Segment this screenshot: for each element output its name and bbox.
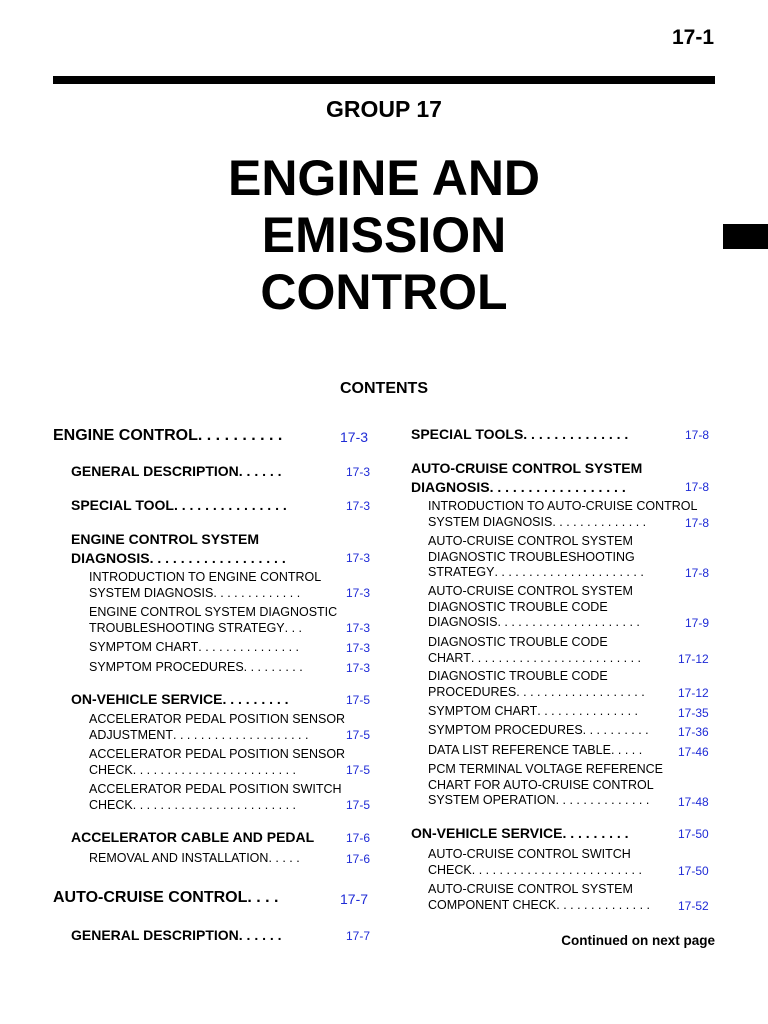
toc-entry-dtc-chart[interactable]: DIAGNOSTIC TROUBLE CODE CHART. . . . . . . . . . . . . . . . . . . . . . . . . xyxy=(428,635,642,665)
toc-page-link[interactable]: 17-3 xyxy=(346,465,371,479)
toc-page-link[interactable]: 17-5 xyxy=(346,763,371,777)
toc-page-link[interactable]: 17-46 xyxy=(678,745,709,759)
toc-page-link[interactable]: 17-3 xyxy=(346,586,371,600)
title-line: ENGINE AND xyxy=(227,150,541,206)
toc-entry-intro-engine-control[interactable]: INTRODUCTION TO ENGINE CONTROL SYSTEM DIAGNOSIS. . . . . . . . . . . . . xyxy=(89,570,322,600)
toc-page-link[interactable]: 17-12 xyxy=(678,686,709,700)
group-label: GROUP 17 xyxy=(326,96,442,122)
toc-entry-engine-control-system-diagnosis[interactable]: ENGINE CONTROL SYSTEM DIAGNOSIS. . . . . . . . . . . . . . . . . . xyxy=(71,531,286,566)
toc-page-link[interactable]: 17-50 xyxy=(678,827,709,841)
toc-entry-general-description[interactable]: GENERAL DESCRIPTION. . . . . . xyxy=(71,463,282,479)
toc-page-link[interactable]: 17-7 xyxy=(346,929,371,943)
toc-page-link[interactable]: 17-8 xyxy=(685,480,710,494)
toc-entry-auto-cruise-control[interactable]: AUTO-CRUISE CONTROL. . . . xyxy=(53,889,279,906)
toc-entry-acc-on-vehicle-service[interactable]: ON-VEHICLE SERVICE. . . . . . . . . xyxy=(411,825,629,841)
toc-entry-acc-dtc-diagnosis[interactable]: AUTO-CRUISE CONTROL SYSTEM DIAGNOSTIC TROUBLE CODE DIAGNOSIS. . . . . . . . . . . . . . . . . . . . . xyxy=(428,584,640,629)
toc-page-link[interactable]: 17-3 xyxy=(346,661,371,675)
page-title xyxy=(0,150,768,321)
toc-entry-acc-symptom-chart[interactable]: SYMPTOM CHART. . . . . . . . . . . . . . . xyxy=(428,704,638,718)
toc-page-link[interactable]: 17-9 xyxy=(685,616,710,630)
toc-entry-acc-switch-check[interactable]: AUTO-CRUISE CONTROL SWITCH CHECK. . . . . . . . . . . . . . . . . . . . . . . . . xyxy=(428,847,642,877)
toc-entry-engine-control[interactable]: ENGINE CONTROL. . . . . . . . . . xyxy=(53,427,283,444)
toc-page-link[interactable]: 17-3 xyxy=(346,641,371,655)
toc-page-link[interactable]: 17-5 xyxy=(346,798,371,812)
toc-page-link[interactable]: 17-52 xyxy=(678,899,709,913)
toc-page-link[interactable]: 17-5 xyxy=(346,693,371,707)
toc-entry-symptom-procedures[interactable]: SYMPTOM PROCEDURES. . . . . . . . . xyxy=(89,660,303,674)
toc-entry-symptom-chart[interactable]: SYMPTOM CHART. . . . . . . . . . . . . . . xyxy=(89,640,299,654)
toc-page-link[interactable]: 17-8 xyxy=(685,566,710,580)
toc-page-link[interactable]: 17-7 xyxy=(340,891,369,907)
toc-entry-dtc-procedures[interactable]: DIAGNOSTIC TROUBLE CODE PROCEDURES. . . . . . . . . . . . . . . . . . . xyxy=(428,669,645,699)
page-number: 17-1 xyxy=(671,26,714,49)
toc-page-link[interactable]: 17-48 xyxy=(678,795,709,809)
toc-page-link[interactable]: 17-6 xyxy=(346,831,371,845)
toc-entry-apps-adjustment[interactable]: ACCELERATOR PEDAL POSITION SENSOR ADJUSTMENT. . . . . . . . . . . . . . . . . . . . xyxy=(89,712,346,742)
title-line: EMISSION xyxy=(261,207,507,263)
toc-entry-on-vehicle-service[interactable]: ON-VEHICLE SERVICE. . . . . . . . . xyxy=(71,691,289,707)
toc-entry-apps-check[interactable]: ACCELERATOR PEDAL POSITION SENSOR CHECK. . . . . . . . . . . . . . . . . . . . . . . . xyxy=(89,747,346,777)
toc-entry-acc-symptom-procedures[interactable]: SYMPTOM PROCEDURES. . . . . . . . . . xyxy=(428,723,649,737)
toc-entry-pcm-terminal-voltage[interactable]: PCM TERMINAL VOLTAGE REFERENCE CHART FOR AUTO-CRUISE CONTROL SYSTEM OPERATION. . . . . . . . . . . . . . xyxy=(428,762,663,807)
toc-entry-acc-component-check[interactable]: AUTO-CRUISE CONTROL SYSTEM COMPONENT CHECK. . . . . . . . . . . . . . xyxy=(428,882,651,912)
title-line: CONTROL xyxy=(260,264,508,320)
toc-page-link[interactable]: 17-3 xyxy=(340,429,369,445)
toc-entry-special-tool[interactable]: SPECIAL TOOL. . . . . . . . . . . . . . . xyxy=(71,497,287,513)
toc-page-link[interactable]: 17-3 xyxy=(346,621,371,635)
header-rule xyxy=(53,76,715,84)
toc-entry-removal-installation[interactable]: REMOVAL AND INSTALLATION. . . . . xyxy=(89,851,300,865)
toc-entry-acc-general-description[interactable]: GENERAL DESCRIPTION. . . . . . xyxy=(71,927,282,943)
toc-page-link[interactable]: 17-5 xyxy=(346,728,371,742)
toc-entry-data-list-reference[interactable]: DATA LIST REFERENCE TABLE. . . . . xyxy=(428,743,643,757)
toc-entry-troubleshooting-strategy[interactable]: ENGINE CONTROL SYSTEM DIAGNOSTIC TROUBLESHOOTING STRATEGY. . . xyxy=(89,605,338,635)
toc-page-link[interactable]: 17-35 xyxy=(678,706,709,720)
toc-entry-intro-acc[interactable]: INTRODUCTION TO AUTO-CRUISE CONTROL SYSTEM DIAGNOSIS. . . . . . . . . . . . . . xyxy=(428,499,698,529)
contents-heading: CONTENTS xyxy=(340,380,428,397)
toc-page-link[interactable]: 17-50 xyxy=(678,864,709,878)
toc-page-link[interactable]: 17-6 xyxy=(346,852,371,866)
toc-entry-accelerator-cable-pedal[interactable]: ACCELERATOR CABLE AND PEDAL xyxy=(71,829,315,845)
toc-page-link[interactable]: 17-8 xyxy=(685,428,710,442)
toc-page-link[interactable]: 17-3 xyxy=(346,551,371,565)
toc-page-link[interactable]: 17-36 xyxy=(678,725,709,739)
toc-page-link[interactable]: 17-8 xyxy=(685,516,710,530)
toc-page-link[interactable]: 17-3 xyxy=(346,499,371,513)
toc-entry-special-tools[interactable]: SPECIAL TOOLS. . . . . . . . . . . . . . xyxy=(411,426,629,442)
toc-entry-acc-system-diagnosis[interactable]: AUTO-CRUISE CONTROL SYSTEM DIAGNOSIS. . . . . . . . . . . . . . . . . . xyxy=(411,460,643,495)
toc-page-link[interactable]: 17-12 xyxy=(678,652,709,666)
toc-entry-app-switch-check[interactable]: ACCELERATOR PEDAL POSITION SWITCH CHECK. . . . . . . . . . . . . . . . . . . . . . . . xyxy=(89,782,342,812)
continued-note: Continued on next page xyxy=(561,933,715,948)
toc-entry-acc-troubleshooting[interactable]: AUTO-CRUISE CONTROL SYSTEM DIAGNOSTIC TROUBLESHOOTING STRATEGY. . . . . . . . . . . . . . . . . . . . . . xyxy=(428,534,644,579)
